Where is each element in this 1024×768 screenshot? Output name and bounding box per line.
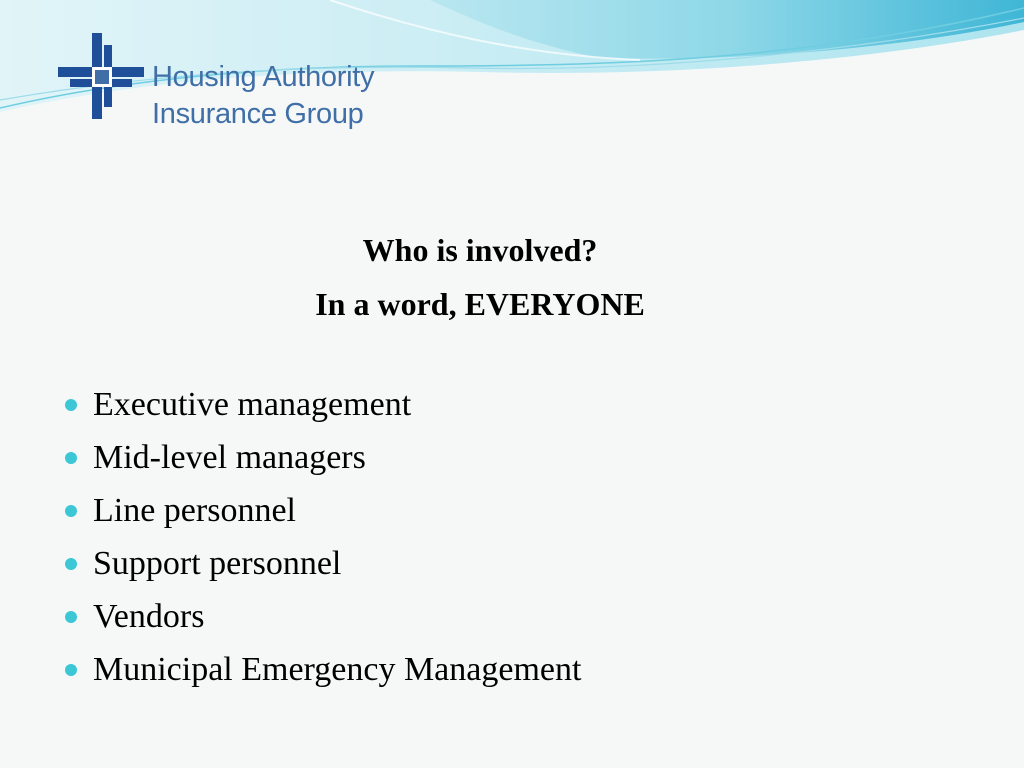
logo-wordmark [152,59,374,133]
bullet-dot-icon [65,611,77,623]
list-item [60,590,581,643]
bullet-list [60,378,581,696]
bullet-text: Vendors [93,598,205,635]
bullet-text: Mid-level managers [93,439,366,476]
list-item [60,643,581,696]
list-item [60,484,581,537]
heading-question: Who is involved? [362,232,598,268]
bullet-dot-icon [65,558,77,570]
bullet-text: Executive management [93,386,412,423]
logo-cross-icon [58,33,144,119]
company-logo [58,33,418,133]
bullet-text: Support personnel [93,545,342,582]
heading-answer: In a word, EVERYONE [315,286,645,322]
list-item [60,537,581,590]
list-item [60,431,581,484]
bullet-text: Line personnel [93,492,296,529]
logo-line-1: Housing Authority [152,61,375,93]
bullet-dot-icon [65,505,77,517]
logo-line-2: Insurance Group [152,98,364,130]
bullet-dot-icon [65,452,77,464]
bullet-dot-icon [65,399,77,411]
bullet-text: Municipal Emergency Management [93,651,582,688]
list-item [60,378,581,431]
slide-heading [0,223,960,331]
bullet-dot-icon [65,664,77,676]
